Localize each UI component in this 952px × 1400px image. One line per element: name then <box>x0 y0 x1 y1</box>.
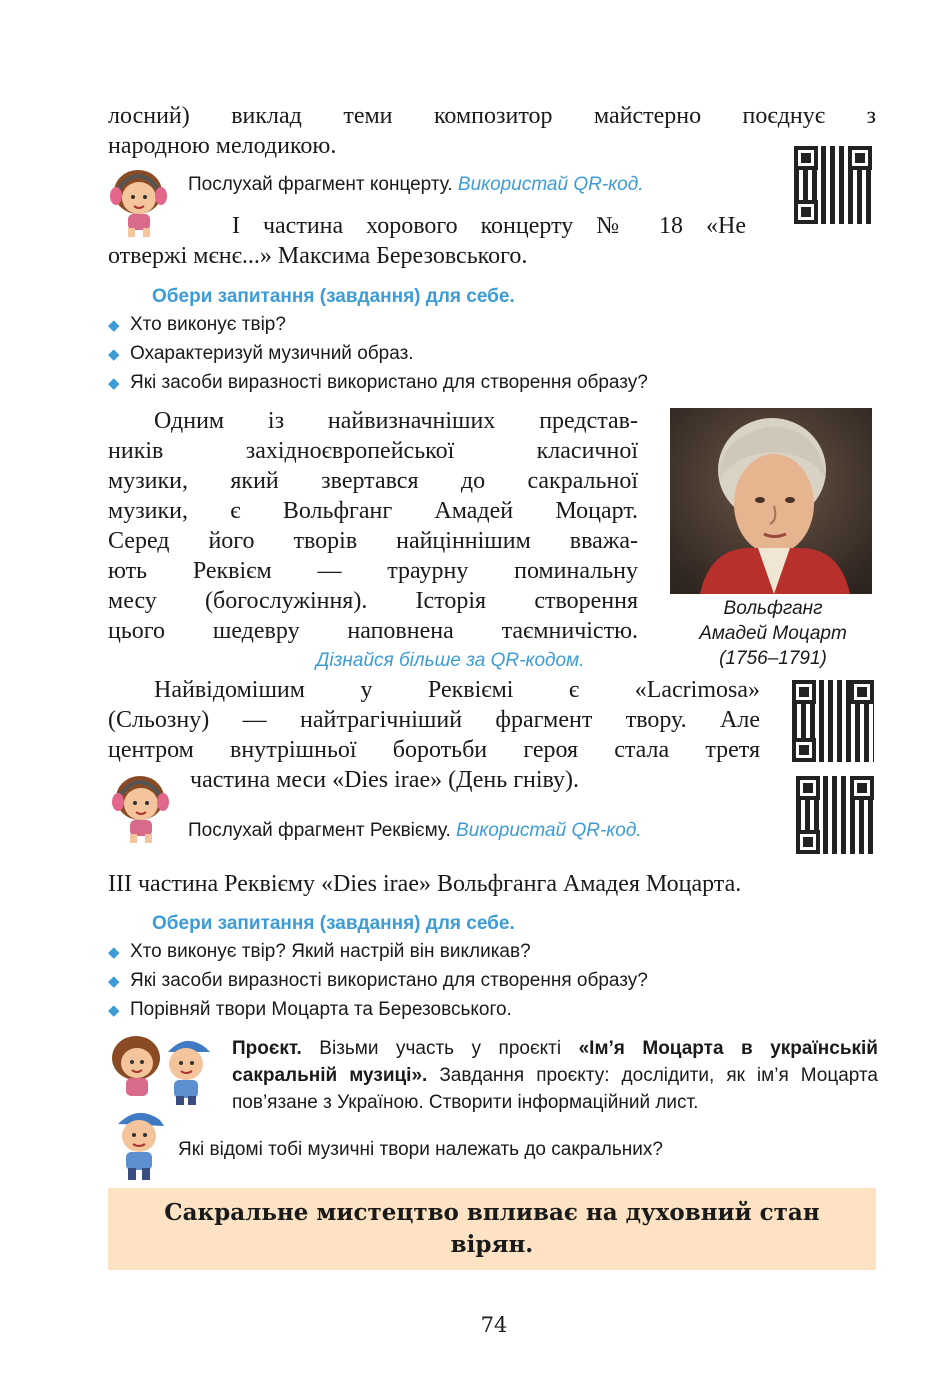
girl-headphones-icon <box>106 770 172 846</box>
lacrimosa-paragraph <box>108 675 760 765</box>
summary-box <box>108 1188 876 1270</box>
paragraph-line: месу (богослужіння). Історія створення <box>108 588 638 614</box>
questions-list-2 <box>108 938 648 1025</box>
intro-line-2: народною мелодикою. <box>108 133 337 159</box>
listen-text: Послухай фрагмент Реквієму. <box>188 820 451 841</box>
qr-code-icon[interactable] <box>794 146 872 224</box>
project-label: Проєкт. <box>232 1038 302 1059</box>
list-item: ◆ Охарактеризуй музичний образ. <box>108 340 648 369</box>
list-item: ◆ Порівняй твори Моцарта та Березовського. <box>108 996 648 1025</box>
list-item: ◆ Які засоби виразності використано для створення образу? <box>108 369 648 398</box>
page-number: 74 <box>480 1313 508 1337</box>
lacrimosa-last-line: частина меси «Dies irae» (День гніву). <box>190 767 580 793</box>
paragraph-line: (Сльозну) — найтрагічніший фрагмент твору. Але <box>108 707 760 733</box>
paragraph-line: музики, є Вольфганг Амадей Моцарт. <box>108 498 638 524</box>
requiem-title: ІІІ частина Реквієму «Dies irae» Вольфганга Амадея Моцарта. <box>108 871 742 897</box>
summary-line-1: Сакральне мистецтво впливає на духовний стан <box>164 1199 820 1226</box>
intro-line-1: лосний) виклад теми композитор майстерно поєднує з <box>108 103 876 129</box>
list-item: ◆ Які засоби виразності використано для створення образу? <box>108 967 648 996</box>
diamond-bullet-icon: ◆ <box>108 346 120 363</box>
qr-code-icon[interactable] <box>796 776 874 854</box>
mozart-paragraph <box>108 406 638 646</box>
paragraph-line: Одним із найвизначніших представ- <box>154 408 638 434</box>
caption-name-1: Вольфганг <box>723 598 823 619</box>
diamond-bullet-icon: ◆ <box>108 375 120 392</box>
diamond-bullet-icon: ◆ <box>108 1002 120 1019</box>
questions-list-1 <box>108 311 648 398</box>
concert-title-line-2: отвержі мєнє...» Максима Березовського. <box>108 243 528 269</box>
project-title: «Ім’я Моцарта в українській сакральній музиці». <box>232 1038 878 1086</box>
list-item: ◆ Хто виконує твір? <box>108 311 648 340</box>
listen-instruction-1 <box>188 174 644 196</box>
paragraph-line: музики, який звертався до сакральної <box>108 468 638 494</box>
concert-title-line-1: І частина хорового концерту № 18 «Не <box>232 213 746 239</box>
project-intro: Візьми участь у проєкті <box>319 1038 562 1059</box>
paragraph-line: ників західноєвропейської класичної <box>108 438 638 464</box>
mozart-portrait-image <box>670 408 872 594</box>
project-block <box>232 1035 878 1116</box>
listen-text: Послухай фрагмент концерту. <box>188 174 453 195</box>
listen-instruction-2 <box>188 820 642 842</box>
diamond-bullet-icon: ◆ <box>108 317 120 334</box>
summary-line-2: вірян. <box>450 1231 534 1258</box>
qr-link[interactable]: Використай QR-код. <box>456 820 642 841</box>
paragraph-line: ють Реквієм — траурну поминальну <box>108 558 638 584</box>
children-icon <box>106 1030 216 1106</box>
questions-heading-2: Обери запитання (завдання) для себе. <box>152 913 515 934</box>
caption-name-2: Амадей Моцарт <box>699 623 847 644</box>
paragraph-line: центром внутрішньої боротьби героя стала третя <box>108 737 760 763</box>
boy-icon <box>112 1106 166 1182</box>
paragraph-line: Серед його творів найціннішим вважа- <box>108 528 638 554</box>
questions-heading-1: Обери запитання (завдання) для себе. <box>152 286 515 307</box>
qr-code-icon[interactable] <box>792 680 874 762</box>
qr-link[interactable]: Використай QR-код. <box>457 174 644 195</box>
project-task: Завдання проєкту: дослідити, як ім’я Моцарта пов’язане з Україною. Створити інформаційний лист. <box>232 1065 879 1113</box>
diamond-bullet-icon: ◆ <box>108 973 120 990</box>
paragraph-line: цього шедевру наповнена таємничістю. <box>108 618 638 644</box>
girl-headphones-icon <box>104 166 170 238</box>
learn-more-link[interactable]: Дізнайся більше за QR-кодом. <box>316 650 585 671</box>
paragraph-line: Найвідомішим у Реквіємі є «Lacrimosa» <box>154 677 760 703</box>
caption-years: (1756–1791) <box>719 648 827 669</box>
diamond-bullet-icon: ◆ <box>108 944 120 961</box>
portrait-caption <box>670 596 876 671</box>
list-item: ◆ Хто виконує твір? Який настрій він викликав? <box>108 938 648 967</box>
final-question: Які відомі тобі музичні твори належать до сакральних? <box>178 1139 663 1160</box>
